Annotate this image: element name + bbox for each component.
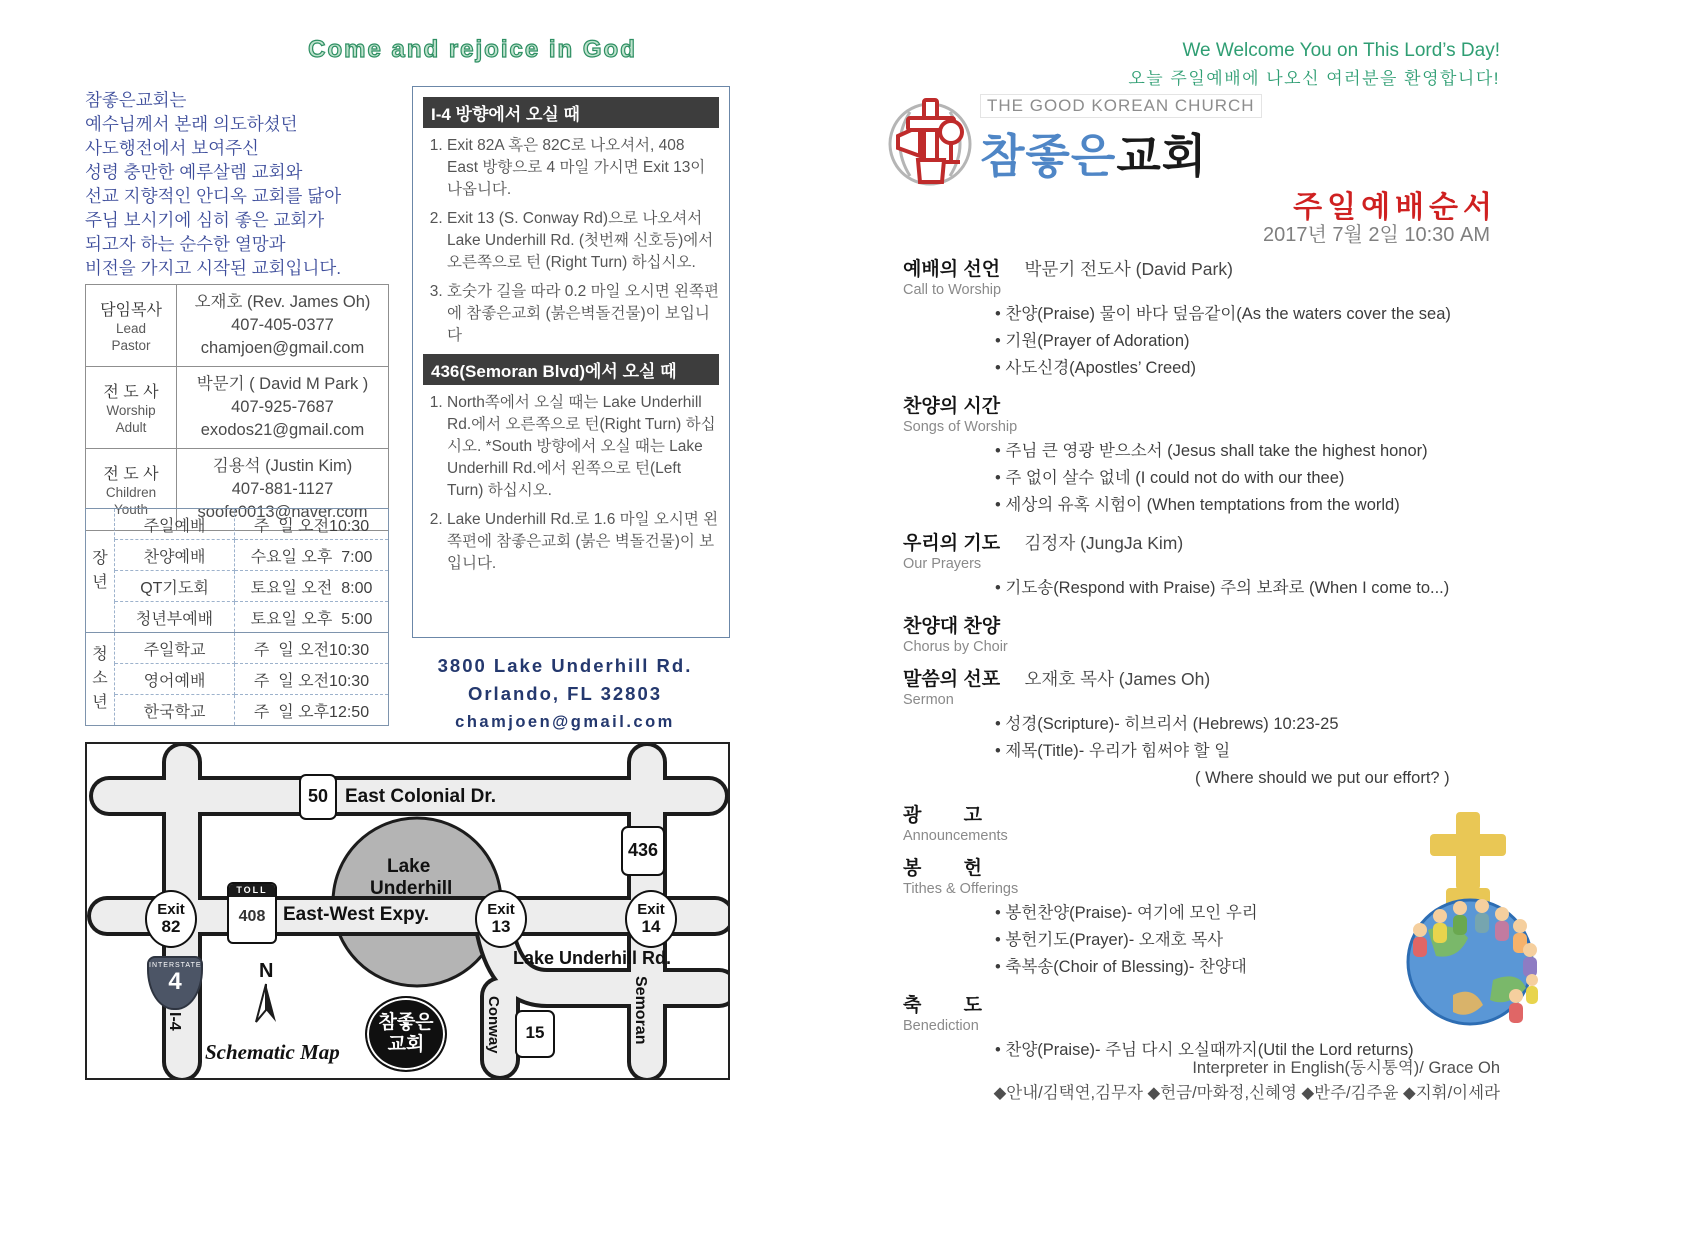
service-name: QT기도회: [115, 571, 235, 602]
order-item: • 기도송(Respond with Praise) 주의 보좌로 (When I come to...): [995, 575, 1517, 602]
role-english: Youth: [113, 502, 149, 517]
contact-name: 오재호 (Rev. James Oh): [194, 293, 371, 311]
sermon-title-english: ( Where should we put our effort? ): [1195, 769, 1450, 787]
order-item: • 주님 큰 영광 받으소서 (Jesus shall take the highest honor): [995, 438, 1517, 465]
church-logo: [884, 94, 1262, 189]
contact-phone: 407-925-7687: [231, 398, 334, 416]
order-item: • 성경(Scripture)- 히브리서 (Hebrews) 10:23-25: [995, 711, 1517, 738]
directions-list-436: [423, 392, 719, 575]
semoran-road-label: Semoran: [632, 976, 649, 1045]
intro-line: 선교 지향적인 안디옥 교회를 닮아: [85, 186, 342, 206]
table-row: [86, 695, 389, 726]
service-time: 토요일 오후 5:00: [235, 602, 389, 633]
welcome-line-english: We Welcome You on This Lord’s Day!: [1182, 40, 1500, 61]
compass-north-label: N: [259, 960, 274, 982]
interpreter-line: Interpreter in English(동시통역)/ Grace Oh: [1192, 1059, 1500, 1077]
section-title-english: Our Prayers: [903, 556, 982, 572]
logo-wordmark-korean: 참좋은교회: [980, 130, 1208, 182]
section-title-english: Songs of Worship: [903, 419, 1018, 435]
section-title-english: Benediction: [903, 1018, 979, 1034]
table-row: [86, 602, 389, 633]
service-time: 주 일 오후12:50: [235, 695, 389, 726]
contact-name: 박문기 ( David M Park ): [196, 375, 369, 393]
table-row: [86, 664, 389, 695]
section-title-english: Tithes & Offerings: [903, 881, 1019, 897]
service-time: 주 일 오전10:30: [235, 633, 389, 664]
role-korean: 담임목사: [100, 302, 162, 319]
east-colonial-label: East Colonial Dr.: [345, 786, 496, 807]
table-row: [86, 367, 389, 449]
contact-email: soofe0013@naver.com: [197, 503, 368, 521]
logo-wordmark-english: THE GOOD KOREAN CHURCH: [980, 94, 1262, 118]
order-item: • 봉헌기도(Prayer)- 오재호 목사: [995, 927, 1517, 954]
globe-people-clipart: [1398, 810, 1540, 1030]
intro-line: 사도행전에서 보여주신: [85, 138, 259, 158]
direction-step: 3. 호숫가 길을 따라 0.2 마일 오시면 왼쪽편에 참좋은교회 (붉은벽돌건물)이 보입니다: [447, 281, 719, 347]
service-schedule-table: [85, 508, 389, 726]
service-time: 주 일 오전10:30: [235, 664, 389, 695]
address-street: 3800 Lake Underhill Rd.: [437, 655, 693, 676]
exit-13-badge: Exit 13: [475, 890, 527, 948]
toll-banner: TOLL: [229, 884, 275, 897]
map-lake-label: Underhill: [370, 878, 453, 899]
section-title-english: Announcements: [903, 828, 1008, 844]
address-city: Orlando, FL 32803: [467, 683, 663, 704]
section-title-english: Chorus by Choir: [903, 639, 1008, 655]
interstate-4-shield: INTERSTATE 4: [147, 956, 203, 1010]
order-item: • 사도신경(Apostles’ Creed): [995, 355, 1517, 382]
group-label-adult: 장년: [86, 509, 115, 633]
address-email: chamjoen@gmail.com: [455, 713, 675, 731]
table-row: [86, 509, 389, 540]
compass-arrow-icon: [249, 982, 283, 1024]
church-location-marker: 참좋은 교회: [365, 996, 447, 1072]
directions-heading-i4: I-4 방향에서 오실 때: [423, 97, 719, 128]
welcome-banner: [1000, 40, 1500, 89]
direction-step: 1. North쪽에서 오실 때는 Lake Underhill Rd.에서 오른쪽으로 턴(Right Turn) 하십시오. *South 방향에서 오실 때는 Lake Underhill Rd.에서 왼쪽으로 턴(Left Turn) 하십시오.: [447, 392, 719, 502]
service-name: 주일학교: [115, 633, 235, 664]
route-436-shield: 436: [621, 826, 665, 876]
service-name: 한국학교: [115, 695, 235, 726]
worship-section-sermon: [903, 664, 1517, 791]
intro-line: 비전을 가지고 시작된 교회입니다.: [85, 258, 342, 278]
section-leader: 오재호 목사 (James Oh): [1024, 669, 1211, 689]
intro-line: 되고자 하는 순수한 열망과: [85, 234, 286, 254]
welcome-line-korean: 오늘 주일예배에 나오신 여러분을 환영합니다!: [1128, 69, 1500, 88]
toll-408-shield: [227, 882, 277, 944]
worship-section-choir: [903, 611, 1517, 655]
church-intro: [85, 88, 405, 280]
staff-contact-table: [85, 284, 389, 531]
section-leader: 김정자 (JungJa Kim): [1024, 533, 1184, 553]
bulletin-footer: [950, 1056, 1500, 1106]
section-title-korean: 우리의 기도: [903, 533, 1001, 554]
role-korean: 전 도 사: [103, 384, 159, 401]
order-item: • 기원(Prayer of Adoration): [995, 328, 1517, 355]
section-title-korean: 예배의 선언: [903, 259, 1001, 280]
role-english: Adult: [115, 420, 147, 435]
order-item: • 찬양(Praise) 물이 바다 덮음같이(As the waters cover the sea): [995, 301, 1517, 328]
schematic-map: [85, 742, 730, 1080]
exit-14-badge: Exit 14: [625, 890, 677, 948]
group-label-youth: 청소년: [86, 633, 115, 726]
intro-line: 예수님께서 본래 의도하셨던: [85, 114, 298, 134]
i4-road-label: I-4: [166, 1012, 183, 1031]
exit-82-badge: Exit 82: [145, 890, 197, 948]
service-name: 주일예배: [115, 509, 235, 540]
order-item: • 세상의 유혹 시험이 (When temptations from the world): [995, 492, 1517, 519]
table-row: [86, 633, 389, 664]
direction-step: 2. Exit 13 (S. Conway Rd)으로 나오셔서 Lake Underhill Rd. (첫번째 신호등)에서 오른쪽으로 턴 (Right Turn) 하십시오.: [447, 208, 719, 274]
table-row: [86, 540, 389, 571]
conway-road-label: Conway: [485, 996, 502, 1054]
worship-section-call-to-worship: [903, 254, 1517, 382]
bulletin-title: 주일예배순서: [1293, 191, 1497, 224]
service-time: 주 일 오전10:30: [235, 509, 389, 540]
church-motto: Come and rejoice in God: [308, 36, 637, 63]
route-50-shield: 50: [299, 774, 337, 820]
contact-email: exodos21@gmail.com: [200, 421, 365, 439]
section-title-english: Call to Worship: [903, 282, 1002, 298]
servers-line: ◆안내/김택연,김무자 ◆헌금/마화정,신혜영 ◆반주/김주윤 ◆지휘/이세라: [993, 1084, 1500, 1102]
section-title-english: Sermon: [903, 692, 954, 708]
contact-phone: 407-881-1127: [231, 480, 334, 498]
schematic-map-caption: Schematic Map: [205, 1040, 340, 1064]
east-west-expy-label: East-West Expy.: [283, 904, 430, 925]
service-name: 찬양예배: [115, 540, 235, 571]
intro-line: 주님 보시기에 심히 좋은 교회가: [85, 210, 325, 230]
contact-phone: 407-405-0377: [231, 316, 334, 334]
order-item: • 주 없이 살수 없네 (I could not do with our thee): [995, 465, 1517, 492]
service-name: 영어예배: [115, 664, 235, 695]
order-item: • 봉헌찬양(Praise)- 여기에 모인 우리: [995, 900, 1517, 927]
route-408-number: 408: [238, 908, 266, 925]
role-korean: 전 도 사: [103, 466, 159, 483]
section-leader: 박문기 전도사 (David Park): [1024, 259, 1233, 279]
intro-line: 성령 충만한 예루살렘 교회와: [85, 162, 303, 182]
route-15-shield: 15: [515, 1010, 555, 1058]
directions-heading-436: 436(Semoran Blvd)에서 오실 때: [423, 354, 719, 385]
order-item: • 제목(Title)- 우리가 힘써야 할 일: [995, 738, 1517, 765]
section-title-korean: 찬양의 시간: [903, 396, 1001, 417]
role-english: Pastor: [111, 338, 151, 353]
lake-underhill-rd-label: Lake Underhill Rd.: [513, 948, 672, 968]
church-logo-icon: [884, 94, 976, 189]
driving-directions-box: [412, 86, 730, 638]
order-item: • 축복송(Choir of Blessing)- 찬양대: [995, 954, 1517, 981]
service-name: 청년부예배: [115, 602, 235, 633]
section-title-korean: 축 도: [903, 995, 982, 1016]
section-title-korean: 말씀의 선포: [903, 669, 1001, 690]
service-time: 수요일 오후 7:00: [235, 540, 389, 571]
direction-step: 2. Lake Underhill Rd.로 1.6 마일 오시면 왼쪽편에 참좋은교회 (붉은 벽돌건물)이 보입니다.: [447, 509, 719, 575]
intro-line: 참좋은교회는: [85, 90, 187, 110]
section-title-korean: 찬양대 찬양: [903, 616, 1001, 637]
contact-email: chamjoen@gmail.com: [200, 339, 365, 357]
role-english: Lead: [115, 321, 147, 336]
order-item: • 찬양(Praise)- 주님 다시 오실때까지(Util the Lord returns): [995, 1037, 1517, 1064]
table-row: [86, 285, 389, 367]
service-time: 토요일 오전 8:00: [235, 571, 389, 602]
service-datetime: 2017년 7월 2일 10:30 AM: [1263, 224, 1490, 246]
map-lake-label: Lake: [387, 856, 431, 877]
worship-section-songs-of-worship: [903, 391, 1517, 519]
direction-step: 1. Exit 82A 혹은 82C로 나오셔서, 408 East 방향으로 4 마일 가시면 Exit 13이 나옵니다.: [447, 135, 719, 201]
worship-section-our-prayers: [903, 528, 1517, 602]
table-row: [86, 571, 389, 602]
contact-name: 김용석 (Justin Kim): [212, 457, 353, 475]
directions-list-i4: [423, 135, 719, 347]
section-title-korean: 광 고: [903, 805, 982, 826]
role-english: Children: [105, 485, 157, 500]
section-title-korean: 봉 헌: [903, 858, 982, 879]
role-english: Worship: [106, 403, 156, 418]
